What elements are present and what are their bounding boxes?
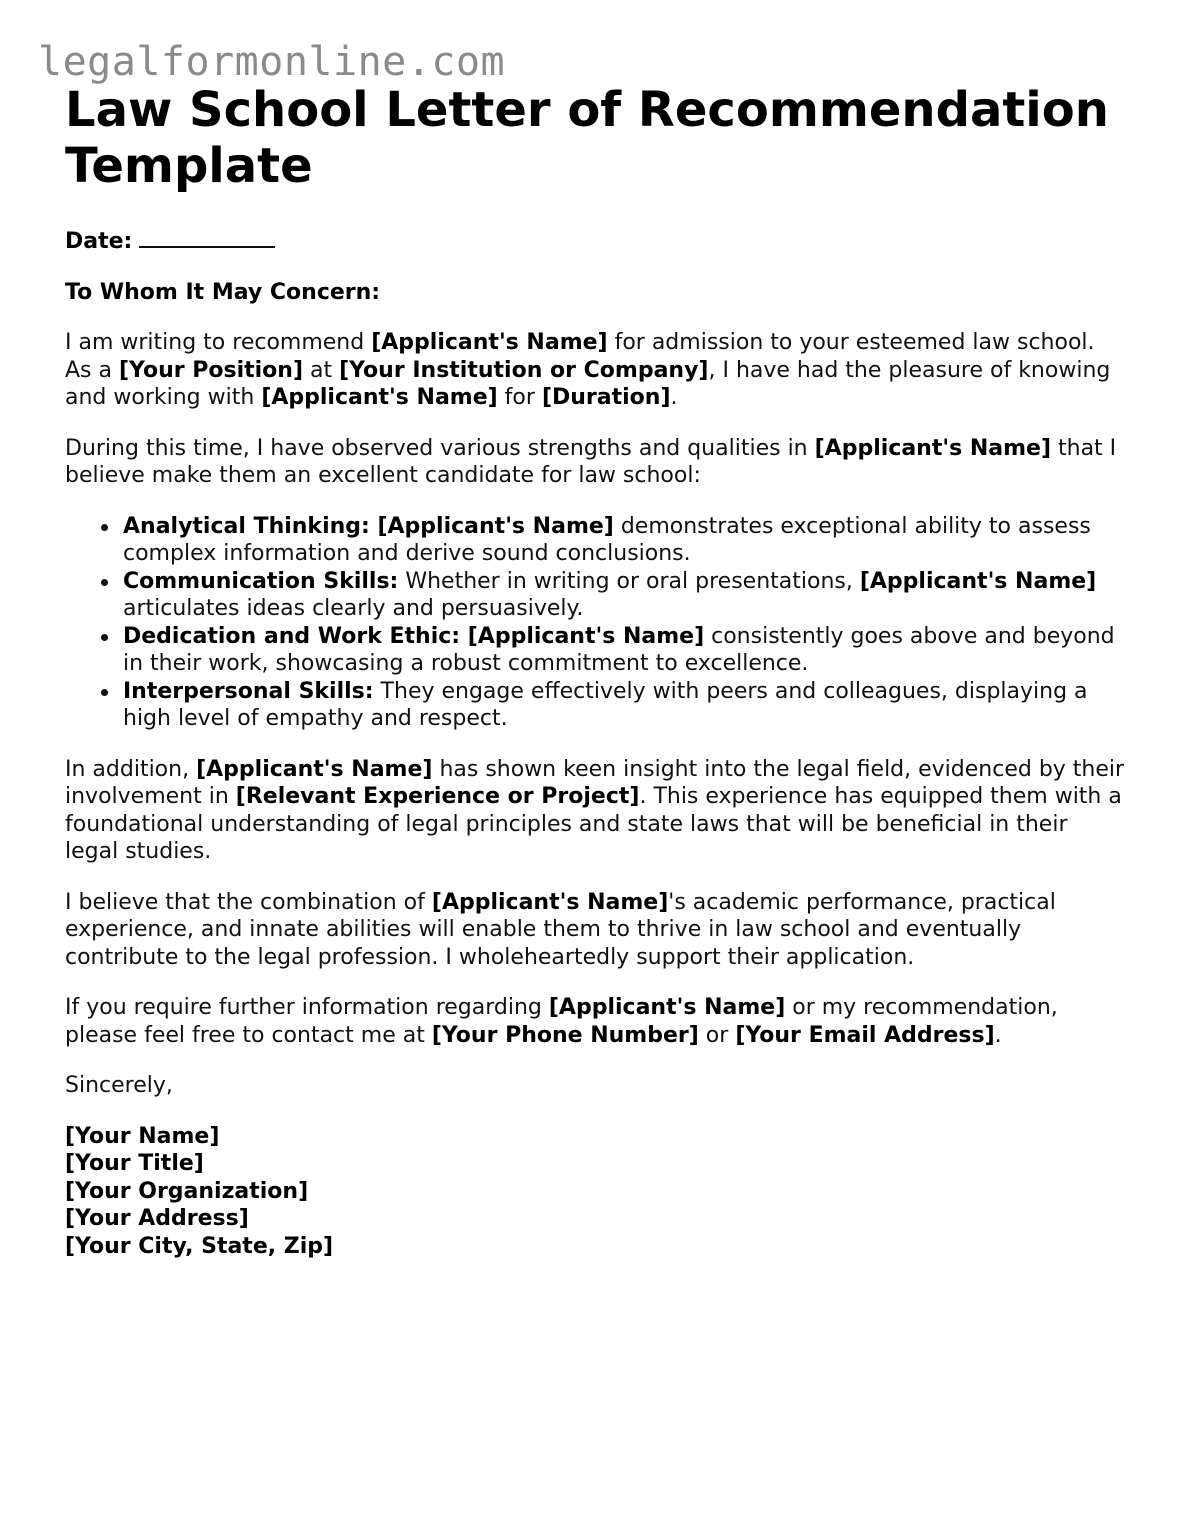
placeholder-applicant-name: [Applicant's Name] <box>371 330 608 355</box>
placeholder-phone-number: [Your Phone Number] <box>431 1022 699 1048</box>
salutation <box>65 279 1125 307</box>
list-item: Interpersonal Skills: They engage effectively with peers and colleagues, displaying a high level of empathy and respect. <box>123 678 1125 733</box>
date-label: Date: <box>65 229 133 254</box>
signature-city-state-zip: [Your City, State, Zip] <box>65 1233 334 1259</box>
placeholder-email-address: [Your Email Address] <box>735 1022 995 1048</box>
paragraph-intro: I am writing to recommend [Applicant's Name] for admission to your esteemed law school. As a [Your Position] at [Your Institution or Company], I have had the pleasure of knowing and working with [Applicant's Name] for [Duration]. <box>65 330 1111 410</box>
strengths-list <box>123 513 1125 733</box>
placeholder-applicant-name: [Applicant's Name] <box>814 435 1051 461</box>
placeholder-applicant-name: [Applicant's Name] <box>548 995 786 1020</box>
placeholder-applicant-name: [Applicant's Name] <box>431 889 669 915</box>
placeholder-your-position: [Your Position] <box>118 357 303 383</box>
signature-block <box>65 1123 1125 1261</box>
placeholder-relevant-experience: [Relevant Experience or Project] <box>235 784 640 809</box>
letter-document <box>65 82 1125 1260</box>
signature-name: [Your Name] <box>65 1123 220 1149</box>
date-blank-field[interactable] <box>139 232 275 248</box>
paragraph-strengths: During this time, I have observed various strengths and qualities in [Applicant's Name] that I believe make them an excellent candidate for law school: <box>65 435 1117 488</box>
list-item: Dedication and Work Ethic: [Applicant's Name] consistently goes above and beyond in their work, showcasing a robust commitment to excellence. <box>123 623 1125 678</box>
signature-address: [Your Address] <box>65 1206 249 1231</box>
paragraph-contact: If you require further information regarding [Applicant's Name] or my recommendation, please feel free to contact me at [Your Phone Number] or [Your Email Address]. <box>65 995 1058 1048</box>
placeholder-applicant-name: [Applicant's Name] <box>196 756 433 782</box>
placeholder-applicant-name: [Applicant's Name] <box>261 385 498 410</box>
date-line <box>65 228 1125 256</box>
list-item: Communication Skills: Whether in writing or oral presentations, [Applicant's Name] articulates ideas clearly and persuasively. <box>123 568 1125 623</box>
closing: Sincerely, <box>65 1073 173 1098</box>
placeholder-duration: [Duration] <box>541 385 671 410</box>
list-item: Analytical Thinking: [Applicant's Name] demonstrates exceptional ability to assess complex information and derive sound conclusions. <box>123 513 1125 568</box>
salutation-text: To Whom It May Concern: <box>65 279 381 305</box>
site-watermark: legalformonline.com <box>38 39 506 85</box>
signature-title: [Your Title] <box>65 1151 204 1176</box>
document-title: Law School Letter of Recommendation Template <box>65 82 1109 194</box>
signature-organization: [Your Organization] <box>65 1178 309 1204</box>
placeholder-institution: [Your Institution or Company] <box>339 357 709 383</box>
paragraph-experience: In addition, [Applicant's Name] has shown keen insight into the legal field, evidenced by their involvement in [Relevant Experience or Project]. This experience has equipped them with a foundational understanding of legal principles and state laws that will be beneficial in their legal studies. <box>65 756 1125 864</box>
paragraph-endorsement: I believe that the combination of [Applicant's Name]'s academic performance, practical experience, and innate abilities will enable them to thrive in law school and eventually contribute to the legal profession. I wholeheartedly support their application. <box>65 889 1056 970</box>
